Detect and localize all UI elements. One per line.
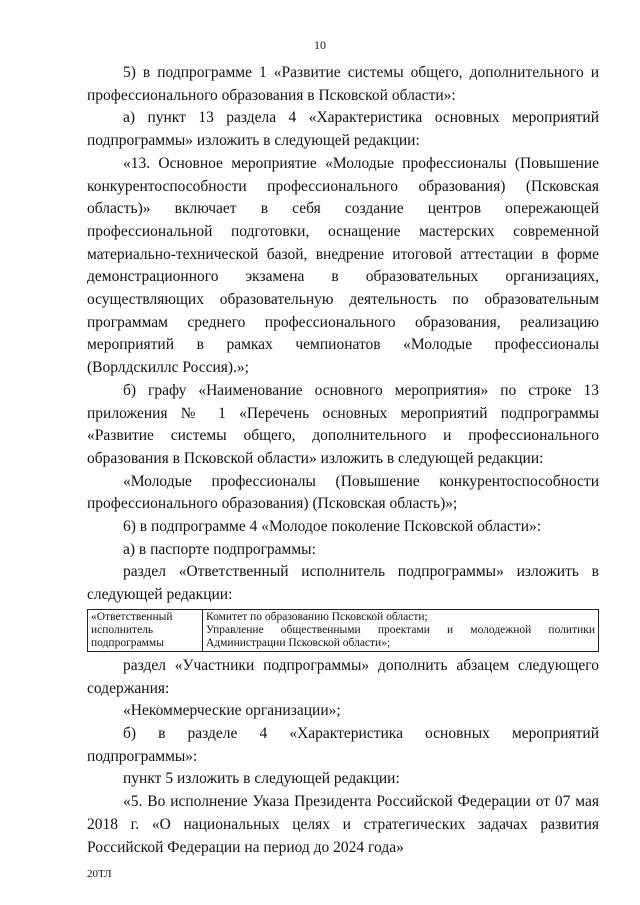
paragraph-item-b-column: б) графу «Наименование основного мероприятия» по строке 13 приложения № 1 «Перечень основных мероприятий подпрограммы «Развитие системы общего, дополнительного и профессионального образования в Псковской области» изложить в следующей редакции: xyxy=(87,381,599,467)
paragraph-subprogram-4: 6) в подпрограмме 4 «Молодое поколение Псковской области»: xyxy=(123,518,542,536)
page-number: 10 xyxy=(314,38,326,52)
table-row xyxy=(88,609,599,651)
paragraph-point-5-text: «5. Во исполнение Указа Президента Российской Федерации от 07 мая 2018 г. «О национальных целях и стратегических задачах развития Российской Федерации на период до 2024 года» xyxy=(87,793,599,856)
table-cell-value xyxy=(203,609,599,651)
table-cell-value-line1: Комитет по образованию Псковской области; xyxy=(206,610,428,623)
paragraph-young-professionals: «Молодые профессионалы (Повышение конкурентоспособности профессионального образования) (Псковская область)»; xyxy=(87,472,599,513)
table-cell-label: «Ответственный исполнитель подпрограммы xyxy=(88,609,203,651)
document-body xyxy=(87,62,599,859)
paragraph-passport: а) в паспорте подпрограммы: xyxy=(123,540,316,558)
paragraph-item-a-point-13: а) пункт 13 раздела 4 «Характеристика основных мероприятий подпрограммы» изложить в следующей редакции: xyxy=(87,109,599,150)
paragraph-nonprofit-orgs: «Некоммерческие организации»; xyxy=(123,702,341,720)
table-cell-value-line2: Управление общественными проектами и молодежной политики Администрации Псковской области»; xyxy=(206,623,595,649)
paragraph-item-b-section-4: б) в разделе 4 «Характеристика основных мероприятий подпрограммы»: xyxy=(87,724,599,765)
responsible-executor-table xyxy=(87,609,599,652)
paragraph-participants-section: раздел «Участники подпрограммы» дополнить абзацем следующего содержания: xyxy=(87,656,599,697)
paragraph-subprogram-1: 5) в подпрограмме 1 «Развитие системы общего, дополнительного и профессионального образования в Псковской области»: xyxy=(87,64,599,104)
footer-code: 20ТЛ xyxy=(87,868,112,880)
paragraph-point-5-intro: пункт 5 изложить в следующей редакции: xyxy=(123,770,400,788)
paragraph-responsible-section: раздел «Ответственный исполнитель подпрограммы» изложить в следующей редакции: xyxy=(87,563,599,604)
paragraph-point-13-text: «13. Основное мероприятие «Молодые профессионалы (Повышение конкурентоспособности профессионального образования) (Псковская область)» включает в себя создание центров опережающей профессиональной подготовки, оснащение мастерских современной материально-технической базой, внедрение итоговой аттестации в форме демонстрационного экзамена в образовательных организациях, осуществляющих образовательную деятельность по образовательным программам среднего профессионального образования, реализацию мероприятий в рамках чемпионатов «Молодые профессионалы (Ворлдскиллс Россия).»; xyxy=(87,154,599,377)
